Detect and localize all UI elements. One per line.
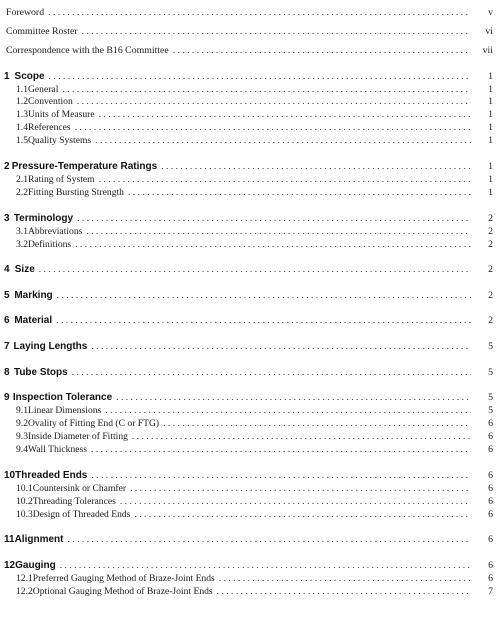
toc-page-number: 6 bbox=[488, 496, 493, 507]
subsection-number: 12.1 bbox=[16, 573, 33, 584]
toc-page-number: 6 bbox=[488, 509, 493, 520]
leader-dots bbox=[60, 560, 471, 571]
toc-page-number: 2 bbox=[488, 290, 493, 301]
toc-page-number: 5 bbox=[488, 405, 493, 416]
toc-page-number: 5 bbox=[488, 392, 493, 403]
toc-section-1[interactable] bbox=[0, 71, 497, 83]
leader-dots bbox=[75, 122, 471, 133]
toc-page-number: 2 bbox=[488, 213, 493, 224]
subsection-number: 3.2 bbox=[16, 239, 28, 250]
subsection-title: General bbox=[28, 84, 59, 95]
subsection-number: 1.5 bbox=[16, 135, 28, 146]
toc-page-number: 5 bbox=[488, 367, 493, 378]
subsection-title: References bbox=[28, 122, 71, 133]
toc-page-number: 1 bbox=[488, 84, 493, 95]
toc-page-number: 1 bbox=[488, 174, 493, 185]
subsection-title: Abbreviations bbox=[28, 226, 83, 237]
toc-section-9[interactable] bbox=[0, 392, 497, 404]
toc-page-number: 2 bbox=[488, 264, 493, 275]
toc-page-number: 6 bbox=[488, 418, 493, 429]
toc-subsection-1-1[interactable] bbox=[0, 84, 497, 96]
toc-title: Foreword bbox=[6, 7, 45, 18]
subsection-title: Convention bbox=[28, 96, 73, 107]
toc-subsection-9-3[interactable] bbox=[0, 431, 497, 443]
section-number: 7 bbox=[4, 341, 10, 352]
leader-dots bbox=[128, 187, 471, 198]
section-number: 12 bbox=[4, 560, 16, 571]
toc-page-number: 6 bbox=[488, 431, 493, 442]
section-number: 4 bbox=[4, 264, 10, 275]
subsection-number: 1.1 bbox=[16, 84, 28, 95]
leader-dots bbox=[217, 586, 471, 597]
toc-page-number: 7 bbox=[488, 586, 493, 597]
subsection-number: 10.3 bbox=[16, 509, 33, 520]
toc-page-number: 1 bbox=[488, 71, 493, 82]
leader-dots bbox=[134, 509, 471, 520]
toc-page-number: 1 bbox=[488, 187, 493, 198]
section-title: Inspection Tolerance bbox=[12, 392, 113, 403]
toc-entry-foreword[interactable] bbox=[0, 7, 497, 19]
toc-page-number: 2 bbox=[488, 315, 493, 326]
subsection-number: 9.1 bbox=[16, 405, 28, 416]
leader-dots bbox=[163, 418, 471, 429]
section-number: 6 bbox=[4, 315, 10, 326]
leader-dots bbox=[219, 573, 471, 584]
toc-section-10[interactable] bbox=[0, 470, 497, 482]
leader-dots bbox=[91, 341, 471, 352]
leader-dots bbox=[99, 174, 471, 185]
subsection-number: 1.3 bbox=[16, 109, 28, 120]
toc-section-8[interactable] bbox=[0, 367, 497, 379]
section-number: 1 bbox=[4, 71, 10, 82]
subsection-number: 3.1 bbox=[16, 226, 28, 237]
toc-subsection-1-4[interactable] bbox=[0, 122, 497, 134]
toc-page-number: 1 bbox=[488, 161, 493, 172]
subsection-number: 9.2 bbox=[16, 418, 28, 429]
toc-page-number: v bbox=[488, 7, 493, 18]
section-title: Size bbox=[14, 264, 35, 275]
toc-page-number: 1 bbox=[488, 122, 493, 133]
subsection-title: Ovality of Fitting End (C or FTG) bbox=[28, 418, 160, 429]
toc-section-7[interactable] bbox=[0, 341, 497, 353]
leader-dots bbox=[39, 264, 471, 275]
toc-subsection-12-1[interactable] bbox=[0, 573, 497, 585]
leader-dots bbox=[62, 84, 471, 95]
subsection-number: 1.4 bbox=[16, 122, 28, 133]
subsection-title: Definitions bbox=[28, 239, 72, 250]
toc-section-4[interactable] bbox=[0, 264, 497, 276]
section-title: Material bbox=[14, 315, 53, 326]
subsection-number: 2.1 bbox=[16, 174, 28, 185]
subsection-number: 9.3 bbox=[16, 431, 28, 442]
subsection-number: 9.4 bbox=[16, 444, 28, 455]
toc-section-2[interactable] bbox=[0, 161, 497, 173]
toc-subsection-9-4[interactable] bbox=[0, 444, 497, 456]
subsection-title: Quality Systems bbox=[28, 135, 92, 146]
section-title: Marking bbox=[14, 290, 53, 301]
leader-dots bbox=[173, 45, 471, 56]
leader-dots bbox=[130, 483, 471, 494]
toc-subsection-1-2[interactable] bbox=[0, 96, 497, 108]
subsection-number: 10.2 bbox=[16, 496, 33, 507]
toc-page-number: 1 bbox=[488, 109, 493, 120]
leader-dots bbox=[48, 7, 471, 18]
toc-page-number: vi bbox=[485, 26, 493, 37]
subsection-number: 12.2 bbox=[16, 586, 33, 597]
section-number: 2 bbox=[4, 161, 10, 172]
toc-title: Committee Roster bbox=[6, 26, 78, 37]
section-title: Alignment bbox=[14, 534, 64, 545]
toc-page-number: 2 bbox=[488, 239, 493, 250]
section-number: 8 bbox=[4, 367, 10, 378]
toc-section-12[interactable] bbox=[0, 560, 497, 572]
toc-entry-committee-roster[interactable] bbox=[0, 26, 497, 38]
leader-dots bbox=[77, 213, 471, 224]
section-title: Tube Stops bbox=[13, 367, 68, 378]
subsection-number: 1.2 bbox=[16, 96, 28, 107]
toc-page-number: 6 bbox=[488, 534, 493, 545]
toc-subsection-2-2[interactable] bbox=[0, 187, 497, 199]
subsection-title: Fitting Bursting Strength bbox=[28, 187, 124, 198]
section-number: 9 bbox=[4, 392, 10, 403]
leader-dots bbox=[56, 315, 471, 326]
section-number: 5 bbox=[4, 290, 10, 301]
toc-subsection-1-3[interactable] bbox=[0, 109, 497, 121]
toc-page-number: 5 bbox=[488, 341, 493, 352]
leader-dots bbox=[77, 96, 471, 107]
leader-dots bbox=[116, 392, 471, 403]
toc-section-6[interactable] bbox=[0, 315, 497, 327]
section-title: Gauging bbox=[15, 560, 56, 571]
toc-subsection-10-1[interactable] bbox=[0, 483, 497, 495]
subsection-title: Rating of System bbox=[28, 174, 95, 185]
leader-dots bbox=[57, 290, 471, 301]
section-title: Scope bbox=[14, 71, 45, 82]
toc-title: Correspondence with the B16 Committee bbox=[6, 45, 169, 56]
toc-section-5[interactable] bbox=[0, 290, 497, 302]
toc-subsection-10-2[interactable] bbox=[0, 496, 497, 508]
leader-dots bbox=[95, 135, 471, 146]
subsection-title: Linear Dimensions bbox=[28, 405, 102, 416]
leader-dots bbox=[132, 431, 471, 442]
section-number: 11 bbox=[4, 534, 15, 545]
toc-page-number: vii bbox=[482, 45, 493, 56]
toc-page-number: 6 bbox=[488, 573, 493, 584]
toc-section-11[interactable] bbox=[0, 534, 497, 546]
leader-dots bbox=[91, 470, 471, 481]
toc-subsection-1-5[interactable] bbox=[0, 135, 497, 147]
subsection-number: 10.1 bbox=[16, 483, 33, 494]
leader-dots bbox=[72, 367, 471, 378]
toc-page-number: 6 bbox=[488, 560, 493, 571]
toc-subsection-12-2[interactable] bbox=[0, 586, 497, 598]
leader-dots bbox=[99, 109, 471, 120]
section-number: 3 bbox=[4, 213, 10, 224]
toc-subsection-9-1[interactable] bbox=[0, 405, 497, 417]
leader-dots bbox=[82, 26, 471, 37]
section-title: Pressure-Temperature Ratings bbox=[11, 161, 158, 172]
toc-subsection-3-1[interactable] bbox=[0, 226, 497, 238]
subsection-title: Countersink or Chamfer bbox=[32, 483, 127, 494]
section-title: Threaded Ends bbox=[15, 470, 88, 481]
toc-page-number: 2 bbox=[488, 226, 493, 237]
toc-subsection-9-2[interactable] bbox=[0, 418, 497, 430]
leader-dots bbox=[105, 405, 471, 416]
leader-dots bbox=[161, 161, 471, 172]
section-number: 10 bbox=[4, 470, 16, 481]
toc-page-number: 6 bbox=[488, 470, 493, 481]
subsection-title: Wall Thickness bbox=[28, 444, 88, 455]
leader-dots bbox=[75, 239, 471, 250]
section-title: Laying Lengths bbox=[13, 341, 88, 352]
leader-dots bbox=[67, 534, 471, 545]
toc-page-number: 6 bbox=[488, 483, 493, 494]
subsection-number: 2.2 bbox=[16, 187, 28, 198]
subsection-title: Optional Gauging Method of Braze-Joint Ends bbox=[32, 586, 213, 597]
leader-dots bbox=[49, 71, 471, 82]
toc-page-number: 6 bbox=[488, 444, 493, 455]
toc-section-3[interactable] bbox=[0, 213, 497, 225]
leader-dots bbox=[86, 226, 471, 237]
toc-subsection-3-2[interactable] bbox=[0, 239, 497, 251]
toc-subsection-2-1[interactable] bbox=[0, 174, 497, 186]
toc-subsection-10-3[interactable] bbox=[0, 509, 497, 521]
toc-page-number: 1 bbox=[488, 135, 493, 146]
toc-page-number: 1 bbox=[488, 96, 493, 107]
subsection-title: Preferred Gauging Method of Braze-Joint Ends bbox=[32, 573, 215, 584]
leader-dots bbox=[91, 444, 471, 455]
subsection-title: Threading Tolerances bbox=[32, 496, 116, 507]
toc-entry-correspondence[interactable] bbox=[0, 45, 497, 57]
section-title: Terminology bbox=[13, 213, 74, 224]
subsection-title: Inside Diameter of Fitting bbox=[28, 431, 128, 442]
subsection-title: Design of Threaded Ends bbox=[32, 509, 131, 520]
subsection-title: Units of Measure bbox=[28, 109, 95, 120]
leader-dots bbox=[120, 496, 471, 507]
